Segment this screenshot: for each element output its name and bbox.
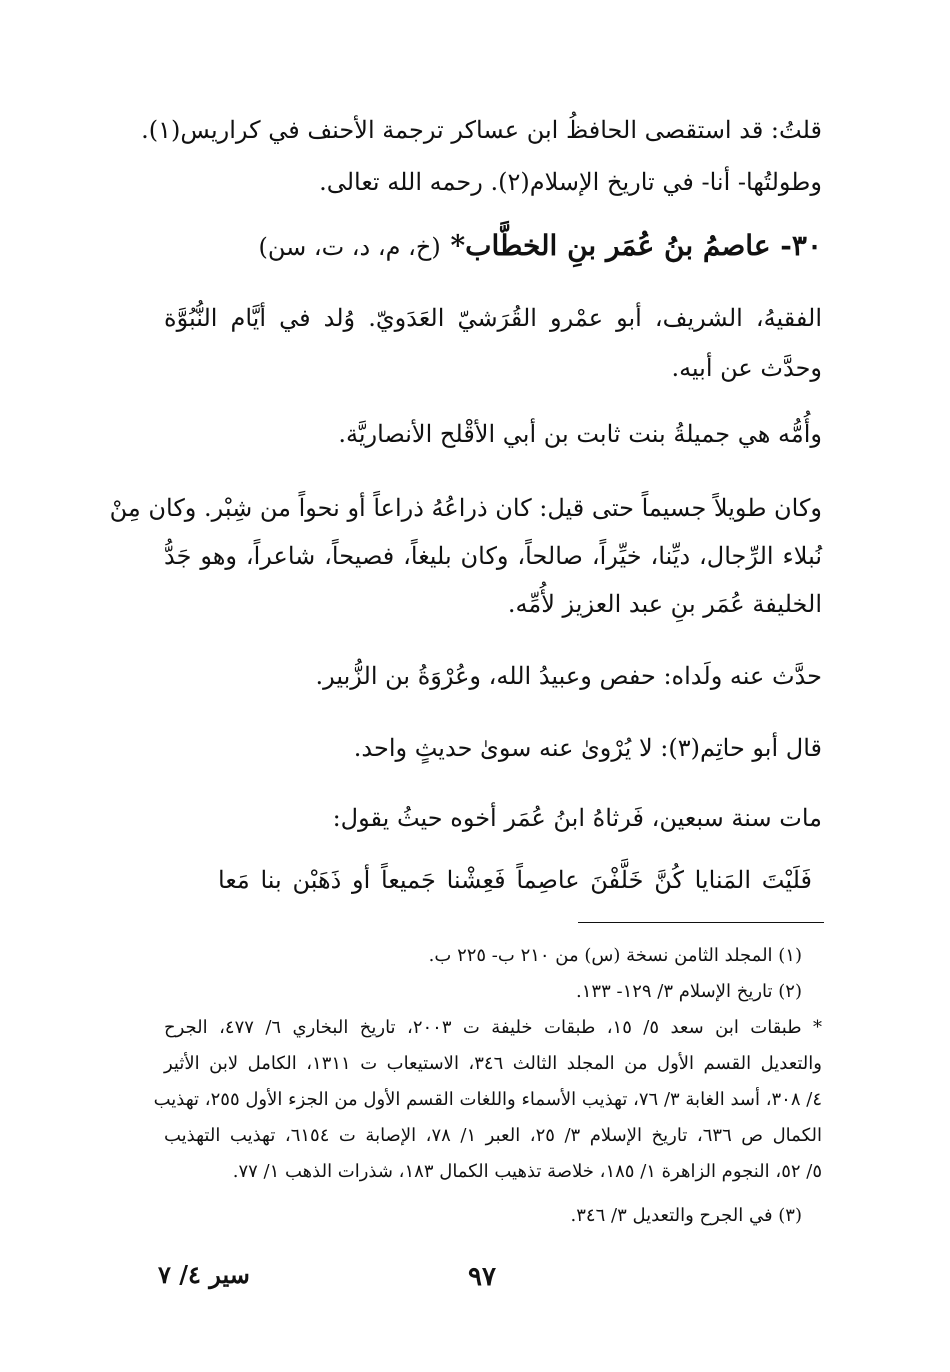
sources-line-4: الكمال ص ٦٣٦، تاريخ الإسلام ٣/ ٢٥، العبر ١/ ٧٨، الإصابة ت ٦١٥٤، تهذيب التهذيب <box>164 1125 823 1146</box>
body-para4-line3: الخليفة عُمَر بنِ عبد العزيز لأُمِّه. <box>507 590 822 618</box>
entry-heading-title: ٣٠- عاصمُ بنُ عُمَر بنِ الخطَّاب* <box>450 229 822 262</box>
body-para4-line2: نُبلاء الرِّجال، ديِّنا، خيِّراً، صالحاً، وكان بليغاً، فصيحاً، شاعراً، وهو جَدُّ <box>164 542 822 570</box>
body-para3-line1: وأُمُّه هي جميلةُ بنت ثابت بن أبي الأقْلح الأنصاريَّة. <box>338 420 822 448</box>
body-para1-line1: قلتُ: قد استقصى الحافظُ ابن عساكر ترجمة الأحنف في كراريس(١). <box>141 116 822 144</box>
sources-line-2: والتعديل القسم الأول من المجلد الثالث ٣٤٦، الاستيعاب ت ١٣١١، الكامل لابن الأثير <box>164 1053 822 1074</box>
footnote-separator <box>578 922 824 923</box>
footnote-3: (٣) في الجرح والتعديل ٣/ ٣٤٦. <box>570 1205 802 1226</box>
body-para2-line2: وحدَّث عن أبيه. <box>671 354 822 382</box>
verse-hemistich-1: فَلَيْتَ المَنايا كُنَّ خَلَّفْنَ عاصِماً <box>516 866 812 894</box>
body-para2-line1: الفقيهُ، الشريف، أبو عمْرو القُرَشيّ العَدَويّ. وُلد في أيَّام النُّبُوَّة <box>164 304 822 332</box>
body-para4-line1: وكان طويلاً جسيماً حتى قيل: كان ذراعُهُ ذراعاً أو نحواً من شِبْر. وكان مِنْ <box>109 494 822 522</box>
verse-hemistich-2: فَعِشْنا جَميعاً أو ذَهَبْن بنا مَعا <box>218 866 506 894</box>
body-para7-line1: مات سنة سبعين، فَرثاهُ ابنُ عُمَر أخوه حيثُ يقول: <box>332 804 822 832</box>
entry-heading-sigla: (خ، م، د، ت، سن) <box>258 233 441 261</box>
footnote-1: (١) المجلد الثامن نسخة (س) من ٢١٠ ب- ٢٢٥ ب. <box>428 945 802 966</box>
body-para5-line1: حدَّث عنه ولَداه: حفص وعبيدُ الله، وعُرْوَةُ بن الزُّبير. <box>315 662 822 690</box>
sources-line-1: * طبقات ابن سعد ٥/ ١٥، طبقات خليفة ت ٢٠٠٣، تاريخ البخاري ٦/ ٤٧٧، الجرح <box>164 1017 822 1038</box>
body-para1-line2: وطولتُها- أنا- في تاريخ الإسلام(٢). رحمه الله تعالى. <box>319 168 822 196</box>
body-para6-line1: قال أبو حاتِم(٣): لا يُرْوىٰ عنه سوىٰ حديثٍ واحد. <box>353 734 822 762</box>
sources-line-5: ٥/ ٥٢، النجوم الزاهرة ١/ ١٨٥، خلاصة تذهيب الكمال ١٨٣، شذرات الذهب ١/ ٧٧. <box>232 1161 822 1182</box>
sources-line-3: ٤/ ٣٠٨، أسد الغابة ٣/ ٧٦، تهذيب الأسماء واللغات القسم الأول من الجزء الأول ٢٥٥، تهذيب <box>153 1089 822 1110</box>
page-number: ٩٧ <box>468 1262 496 1292</box>
verse-line <box>218 860 812 900</box>
footnote-2: (٢) تاريخ الإسلام ٣/ ١٢٩- ١٣٣. <box>576 981 802 1002</box>
volume-signature: سير ٤/ ٧ <box>158 1260 250 1289</box>
entry-heading <box>258 226 822 267</box>
